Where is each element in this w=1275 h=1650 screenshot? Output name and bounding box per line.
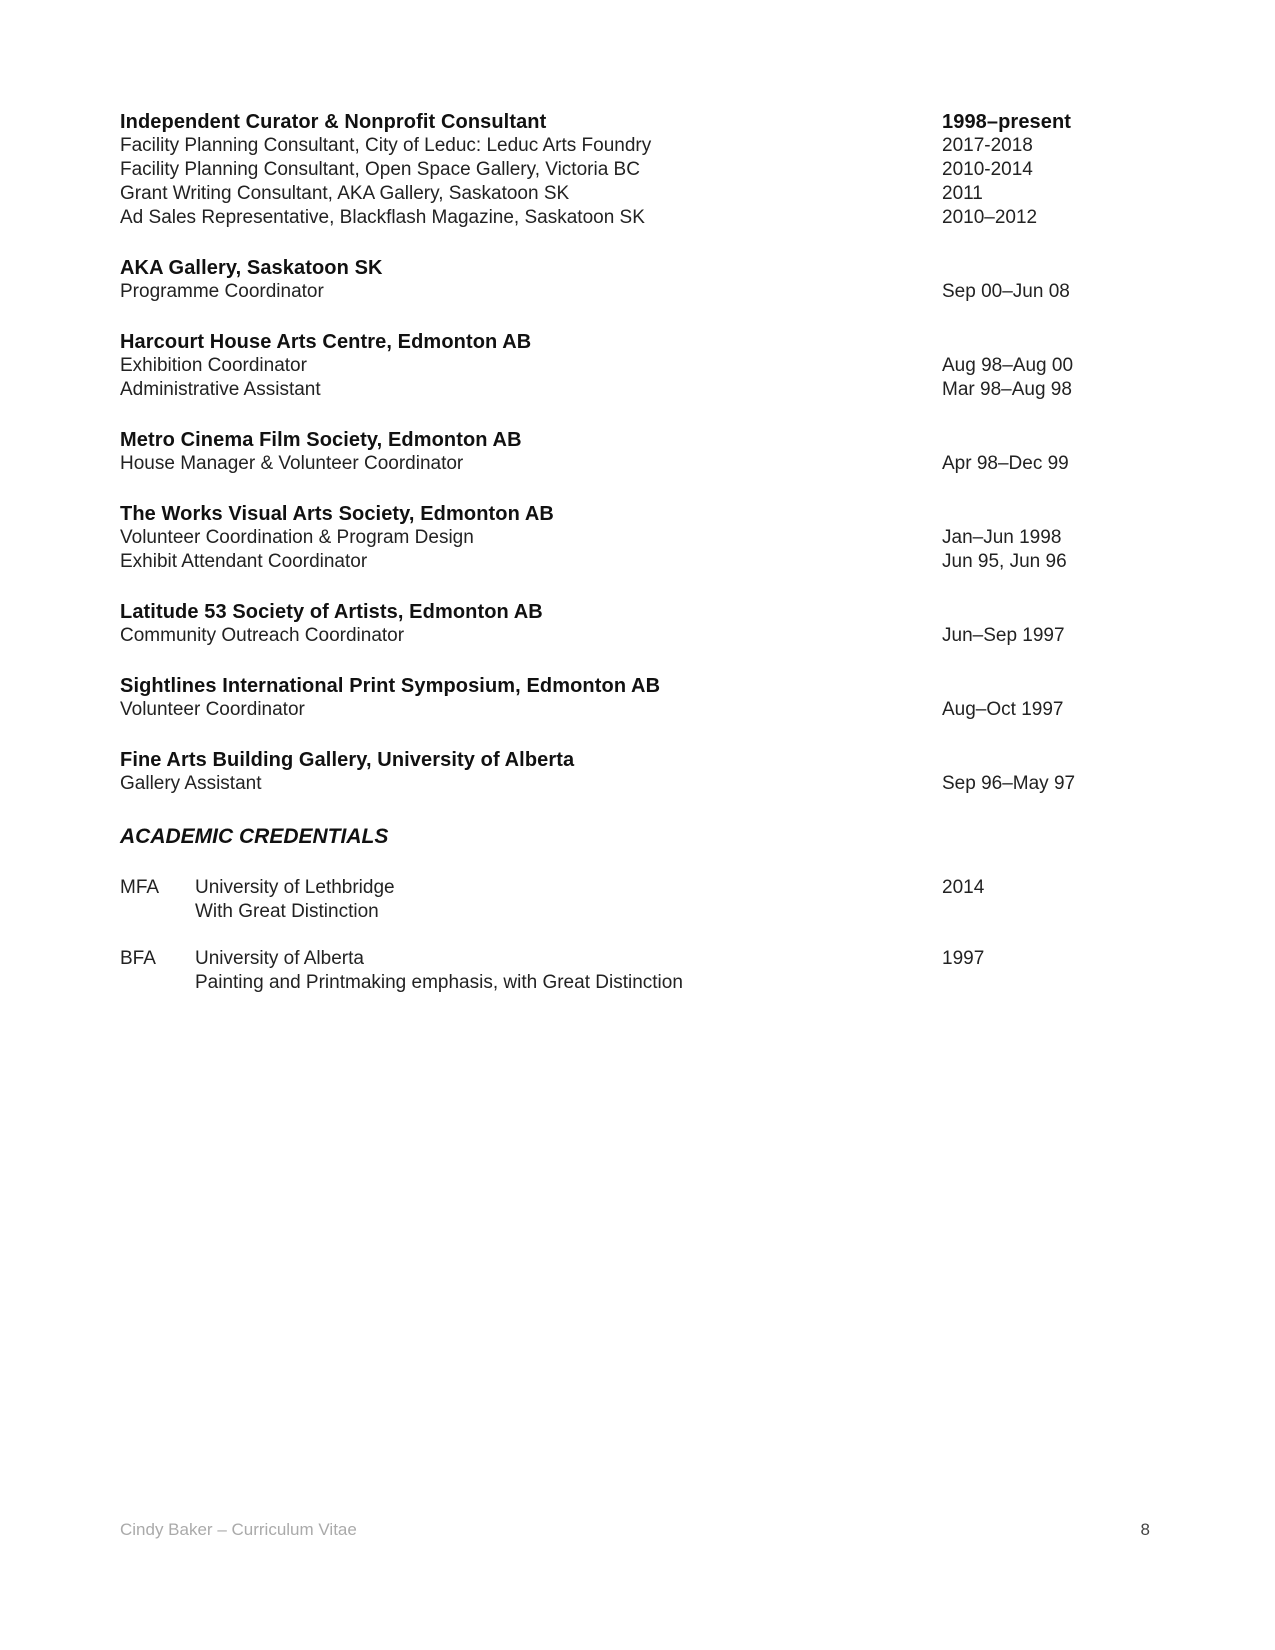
- role-date: Aug 98–Aug 00: [942, 355, 1074, 376]
- cv-page: [120, 110, 1160, 1018]
- role-date: 2017-2018: [942, 135, 1033, 156]
- page-footer: [120, 1520, 1150, 1540]
- page-number: 8: [1140, 1520, 1150, 1539]
- entry-heading: The Works Visual Arts Society, Edmonton AB: [120, 503, 554, 525]
- role-row: [120, 526, 1160, 550]
- entry-heading: Metro Cinema Film Society, Edmonton AB: [120, 429, 522, 451]
- role-title: Gallery Assistant: [120, 773, 262, 794]
- role-title: Community Outreach Coordinator: [120, 625, 405, 646]
- role-date: Jun–Sep 1997: [942, 625, 1065, 646]
- role-title: Facility Planning Consultant, Open Space Gallery, Victoria BC: [120, 159, 640, 180]
- role-date: 2011: [942, 183, 983, 204]
- role-row: [120, 182, 1160, 206]
- experience-entry: [120, 748, 1160, 796]
- degree-year: 1997: [942, 948, 985, 969]
- experience-entry: [120, 428, 1160, 476]
- entry-heading-row: [120, 502, 1160, 526]
- entry-heading: Fine Arts Building Gallery, University of Alberta: [120, 749, 575, 771]
- role-row: [120, 354, 1160, 378]
- degree-detail: Painting and Printmaking emphasis, with Great Distinction: [195, 972, 683, 993]
- role-row: [120, 134, 1160, 158]
- role-row: [120, 772, 1160, 796]
- role-title: Administrative Assistant: [120, 379, 321, 400]
- entry-heading: Harcourt House Arts Centre, Edmonton AB: [120, 331, 532, 353]
- experience-entry: [120, 502, 1160, 574]
- role-date: Jan–Jun 1998: [942, 527, 1062, 548]
- entry-heading-date: 1998–present: [942, 111, 1072, 133]
- role-row: [120, 280, 1160, 304]
- role-row: [120, 550, 1160, 574]
- degree-entry: [120, 876, 1160, 924]
- entry-heading: Latitude 53 Society of Artists, Edmonton AB: [120, 601, 543, 623]
- degree-institution-row: [195, 947, 1160, 971]
- role-title: Volunteer Coordination & Program Design: [120, 527, 474, 548]
- role-title: Volunteer Coordinator: [120, 699, 305, 720]
- role-date: 2010-2014: [942, 159, 1033, 180]
- experience-entry: [120, 330, 1160, 402]
- experience-entry: [120, 600, 1160, 648]
- role-row: [120, 452, 1160, 476]
- role-row: [120, 698, 1160, 722]
- role-date: Sep 00–Jun 08: [942, 281, 1070, 302]
- role-date: 2010–2012: [942, 207, 1038, 228]
- entry-heading: AKA Gallery, Saskatoon SK: [120, 257, 383, 279]
- degree-abbr: MFA: [120, 877, 160, 898]
- academic-section-heading: ACADEMIC CREDENTIALS: [120, 825, 389, 848]
- role-date: Apr 98–Dec 99: [942, 453, 1069, 474]
- role-title: Ad Sales Representative, Blackflash Magazine, Saskatoon SK: [120, 207, 645, 228]
- role-title: House Manager & Volunteer Coordinator: [120, 453, 464, 474]
- entry-heading: Independent Curator & Nonprofit Consultant: [120, 111, 547, 133]
- role-row: [120, 378, 1160, 402]
- role-row: [120, 206, 1160, 230]
- entry-heading-row: [120, 110, 1160, 134]
- role-title: Exhibit Attendant Coordinator: [120, 551, 368, 572]
- role-date: Mar 98–Aug 98: [942, 379, 1072, 400]
- experience-entry: [120, 256, 1160, 304]
- role-date: Sep 96–May 97: [942, 773, 1076, 794]
- role-title: Facility Planning Consultant, City of Leduc: Leduc Arts Foundry: [120, 135, 652, 156]
- entry-heading: Sightlines International Print Symposium, Edmonton AB: [120, 675, 661, 697]
- entry-heading-row: [120, 256, 1160, 280]
- footer-label: Cindy Baker – Curriculum Vitae: [120, 1520, 357, 1539]
- role-title: Exhibition Coordinator: [120, 355, 307, 376]
- degree-entry: [120, 947, 1160, 995]
- role-title: Grant Writing Consultant, AKA Gallery, Saskatoon SK: [120, 183, 570, 204]
- role-row: [120, 624, 1160, 648]
- degree-detail-row: [195, 900, 1160, 924]
- entry-heading-row: [120, 428, 1160, 452]
- experience-entry: [120, 110, 1160, 230]
- role-date: Jun 95, Jun 96: [942, 551, 1067, 572]
- entry-heading-row: [120, 600, 1160, 624]
- degree-detail: With Great Distinction: [195, 901, 379, 922]
- degree-institution-row: [195, 876, 1160, 900]
- role-title: Programme Coordinator: [120, 281, 324, 302]
- degree-institution: University of Lethbridge: [195, 877, 395, 898]
- degree-detail-row: [195, 971, 1160, 995]
- degree-abbr: BFA: [120, 948, 156, 969]
- role-date: Aug–Oct 1997: [942, 699, 1064, 720]
- experience-entry: [120, 674, 1160, 722]
- entry-heading-row: [120, 748, 1160, 772]
- degree-year: 2014: [942, 877, 985, 898]
- degree-institution: University of Alberta: [195, 948, 364, 969]
- entry-heading-row: [120, 330, 1160, 354]
- role-row: [120, 158, 1160, 182]
- entry-heading-row: [120, 674, 1160, 698]
